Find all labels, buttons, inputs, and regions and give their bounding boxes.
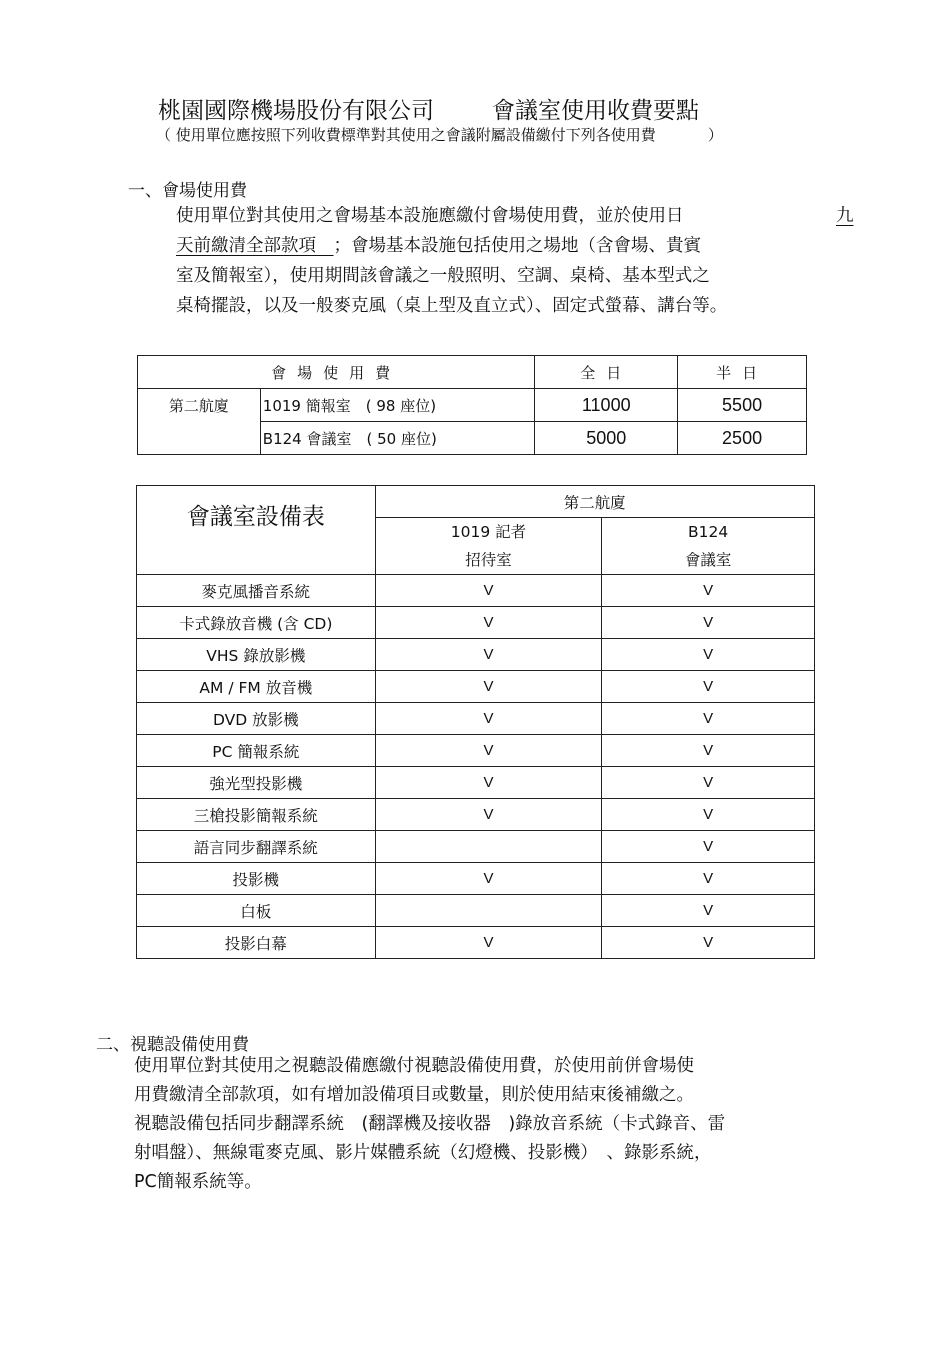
col-full-day: 全日 [535, 356, 678, 389]
check-1019 [375, 895, 602, 927]
table-row [137, 927, 815, 959]
table-row [137, 831, 815, 863]
equipment-item: VHS 錄放影機 [137, 639, 376, 671]
check-b124: V [602, 927, 815, 959]
check-b124: V [602, 703, 815, 735]
equipment-item: 卡式錄放音機 (含 CD) [137, 607, 376, 639]
check-1019: V [375, 799, 602, 831]
terminal-cell: 第二航廈 [138, 389, 261, 455]
fee-table-header [138, 356, 807, 389]
company-name: 桃園國際機場股份有限公司 [158, 98, 434, 124]
check-1019: V [375, 575, 602, 607]
room-cell: 1019 簡報室 ( 98 座位) [260, 389, 535, 422]
check-1019: V [375, 639, 602, 671]
equipment-item: 強光型投影機 [137, 767, 376, 799]
check-1019: V [375, 735, 602, 767]
check-b124: V [602, 575, 815, 607]
check-b124: V [602, 799, 815, 831]
check-b124: V [602, 671, 815, 703]
equip-header-row [137, 486, 815, 518]
room-header-1019: 1019 記者 招待室 [375, 518, 602, 575]
check-1019: V [375, 671, 602, 703]
check-b124: V [602, 735, 815, 767]
half-day-fee: 5500 [678, 389, 807, 422]
check-1019 [375, 831, 602, 863]
half-day-fee: 2500 [678, 422, 807, 455]
col-venue-fee: 會場使用費 [138, 356, 535, 389]
check-b124: V [602, 895, 815, 927]
section2-heading: 二、視聽設備使用費 [96, 1035, 249, 1055]
equipment-item: DVD 放影機 [137, 703, 376, 735]
subtitle-text: 使用單位應按照下列收費標準對其使用之會議附屬設備繳付下列各使用費 [175, 126, 656, 144]
equipment-item: 白板 [137, 895, 376, 927]
table-row [138, 389, 807, 422]
equipment-table [136, 485, 815, 959]
venue-fee-table [137, 355, 807, 455]
equipment-item: 投影機 [137, 863, 376, 895]
check-1019: V [375, 927, 602, 959]
section1-paragraph: 使用單位對其使用之會場基本設施應繳付會場使用費，並於使用日 九 天前繳清全部款項 ；會場基本設施包括使用之場地（含會場、貴賓 室及簡報室），使用期間該會議之一般照明、空調、桌椅、基本型式之 桌椅擺設，以及一般麥克風（桌上型及直立式）、固定式螢幕、講台等。 [176, 206, 854, 316]
check-b124: V [602, 607, 815, 639]
equipment-item: 麥克風播音系統 [137, 575, 376, 607]
check-1019: V [375, 607, 602, 639]
check-1019: V [375, 767, 602, 799]
table-row [137, 863, 815, 895]
table-row [137, 703, 815, 735]
table-row [137, 639, 815, 671]
equipment-item: 投影白幕 [137, 927, 376, 959]
check-b124: V [602, 831, 815, 863]
room-header-b124: B124 會議室 [602, 518, 815, 575]
table-row [137, 671, 815, 703]
full-day-fee: 11000 [535, 389, 678, 422]
table-row [137, 799, 815, 831]
full-day-fee: 5000 [535, 422, 678, 455]
document-title: 會議室使用收費要點 [492, 98, 699, 124]
subtitle-note: （ 使用單位應按照下列收費標準對其使用之會議附屬設備繳付下列各使用費 ） [156, 126, 723, 144]
table-row [137, 735, 815, 767]
check-1019: V [375, 863, 602, 895]
table-row [137, 895, 815, 927]
equipment-table-title: 會議室設備表 [137, 486, 376, 575]
equipment-item: AM / FM 放音機 [137, 671, 376, 703]
check-b124: V [602, 767, 815, 799]
room-cell: B124 會議室 ( 50 座位) [260, 422, 535, 455]
check-b124: V [602, 863, 815, 895]
col-half-day: 半日 [678, 356, 807, 389]
table-row [137, 607, 815, 639]
equipment-item: PC 簡報系統 [137, 735, 376, 767]
section1-heading: 一、會場使用費 [128, 181, 247, 201]
check-b124: V [602, 639, 815, 671]
equipment-item: 語言同步翻譯系統 [137, 831, 376, 863]
terminal-header: 第二航廈 [375, 486, 814, 518]
page-title [158, 92, 699, 125]
table-row [137, 575, 815, 607]
table-row [137, 767, 815, 799]
check-1019: V [375, 703, 602, 735]
section2-paragraph: 使用單位對其使用之視聽設備應繳付視聽設備使用費，於使用前併會場使 用費繳清全部款項，如有增加設備項目或數量，則於使用結束後補繳之。 視聽設備包括同步翻譯系統 (翻譯機及接收器 )錄放音系統（卡式錄音、雷 射唱盤）、無線電麥克風、影片媒體系統（幻燈機、投影機） 、錄影系統， PC簡報系統等。 [134, 1056, 726, 1192]
equipment-item: 三槍投影簡報系統 [137, 799, 376, 831]
